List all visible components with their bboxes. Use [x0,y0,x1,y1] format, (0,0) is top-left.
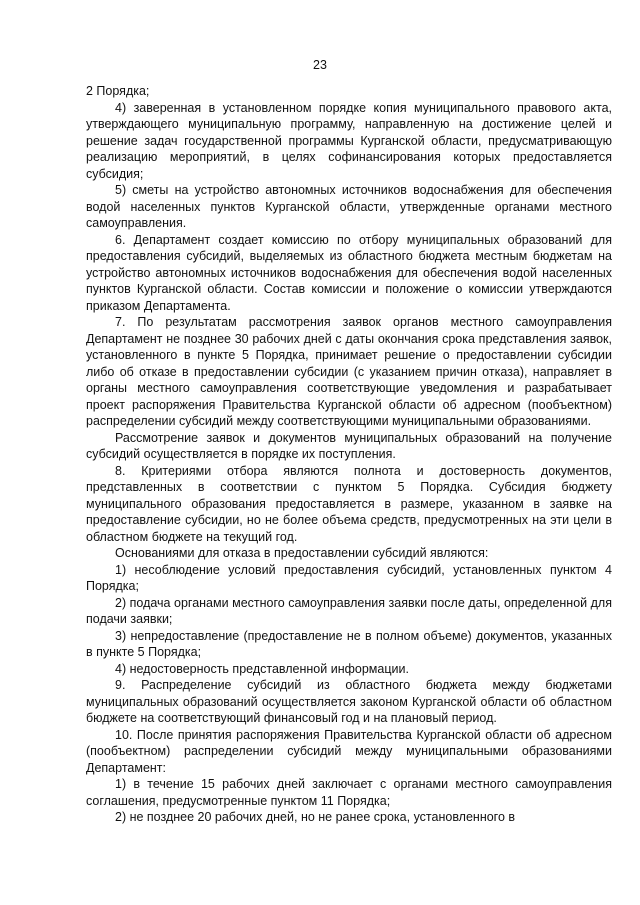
paragraph: 6. Департамент создает комиссию по отбору муниципальных образований для предоставления субсидий, выделяемых из областного бюджета местным бюджетам на устройство автономных источников водоснабжения для обеспечения водой населенных пунктов Курганской области. Состав комиссии и положение о комиссии утверждаются приказом Департамента. [86,232,612,313]
paragraph: 9. Распределение субсидий из областного бюджета между бюджетами муниципальных образований осуществляется законом Курганской области об областном бюджете на соответствующий финансовый год и на плановый период. [86,678,612,725]
document-body [86,83,612,826]
page-number: 23 [313,58,327,72]
paragraph: 4) недостоверность представленной информации. [115,661,409,676]
paragraph: 2 Порядка; [86,84,150,98]
paragraph: 7. По результатам рассмотрения заявок органов местного самоуправления Департамент не позднее 30 рабочих дней с даты окончания срока представления заявок, установленного в пункте 5 Порядка, принимает решение о предоставлении субсидии либо об отказе в предоставлении субсидии (с указанием причин отказа), направляет в органы местного самоуправления соответствующие уведомления и разрабатывает проект распоряжения Правительства Курганской области об адресном (пообъектном) распределении субсидий между соответствующими муниципальными образованиями. [86,315,612,428]
paragraph: 1) несоблюдение условий предоставления субсидий, установленных пунктом 4 Порядка; [86,562,612,593]
paragraph: Основаниями для отказа в предоставлении субсидий являются: [115,546,489,560]
paragraph: 3) непредоставление (предоставление не в полном объеме) документов, указанных в пункте 5 Порядка; [86,628,612,659]
paragraph: Рассмотрение заявок и документов муниципальных образований на получение субсидий осуществляется в порядке их поступления. [86,430,612,461]
paragraph: 2) подача органами местного самоуправления заявки после даты, определенной для подачи заявки; [86,595,612,626]
paragraph: 2) не позднее 20 рабочих дней, но не ранее срока, установленного в [115,810,516,824]
paragraph: 1) в течение 15 рабочих дней заключает с органами местного самоуправления соглашения, предусмотренные пунктом 11 Порядка; [86,777,612,808]
paragraph: 10. После принятия распоряжения Правительства Курганской области об адресном (пообъектном) распределении субсидий между муниципальными образованиями Департамент: [86,727,612,775]
paragraph: 4) заверенная в установленном порядке копия муниципального правового акта, утверждающего муниципальную программу, направленную на достижение целей и решение задач государственной программы Курганской области, предусматривающую реализацию мероприятий, в целях софинансирования которых предоставляется субсидия; [86,100,612,181]
paragraph: 5) сметы на устройство автономных источников водоснабжения для обеспечения водой населенных пунктов Курганской области, утвержденные органами местного самоуправления. [86,183,612,230]
paragraph: 8. Критериями отбора являются полнота и достоверность документов, представленных в соответствии с пунктом 5 Порядка. Субсидия бюджету муниципального образования предоставляется в размере, указанном в заявке на предоставление субсидии, но не более объема средств, предусмотренных на эти цели в областном бюджете на текущий год. [86,463,612,544]
